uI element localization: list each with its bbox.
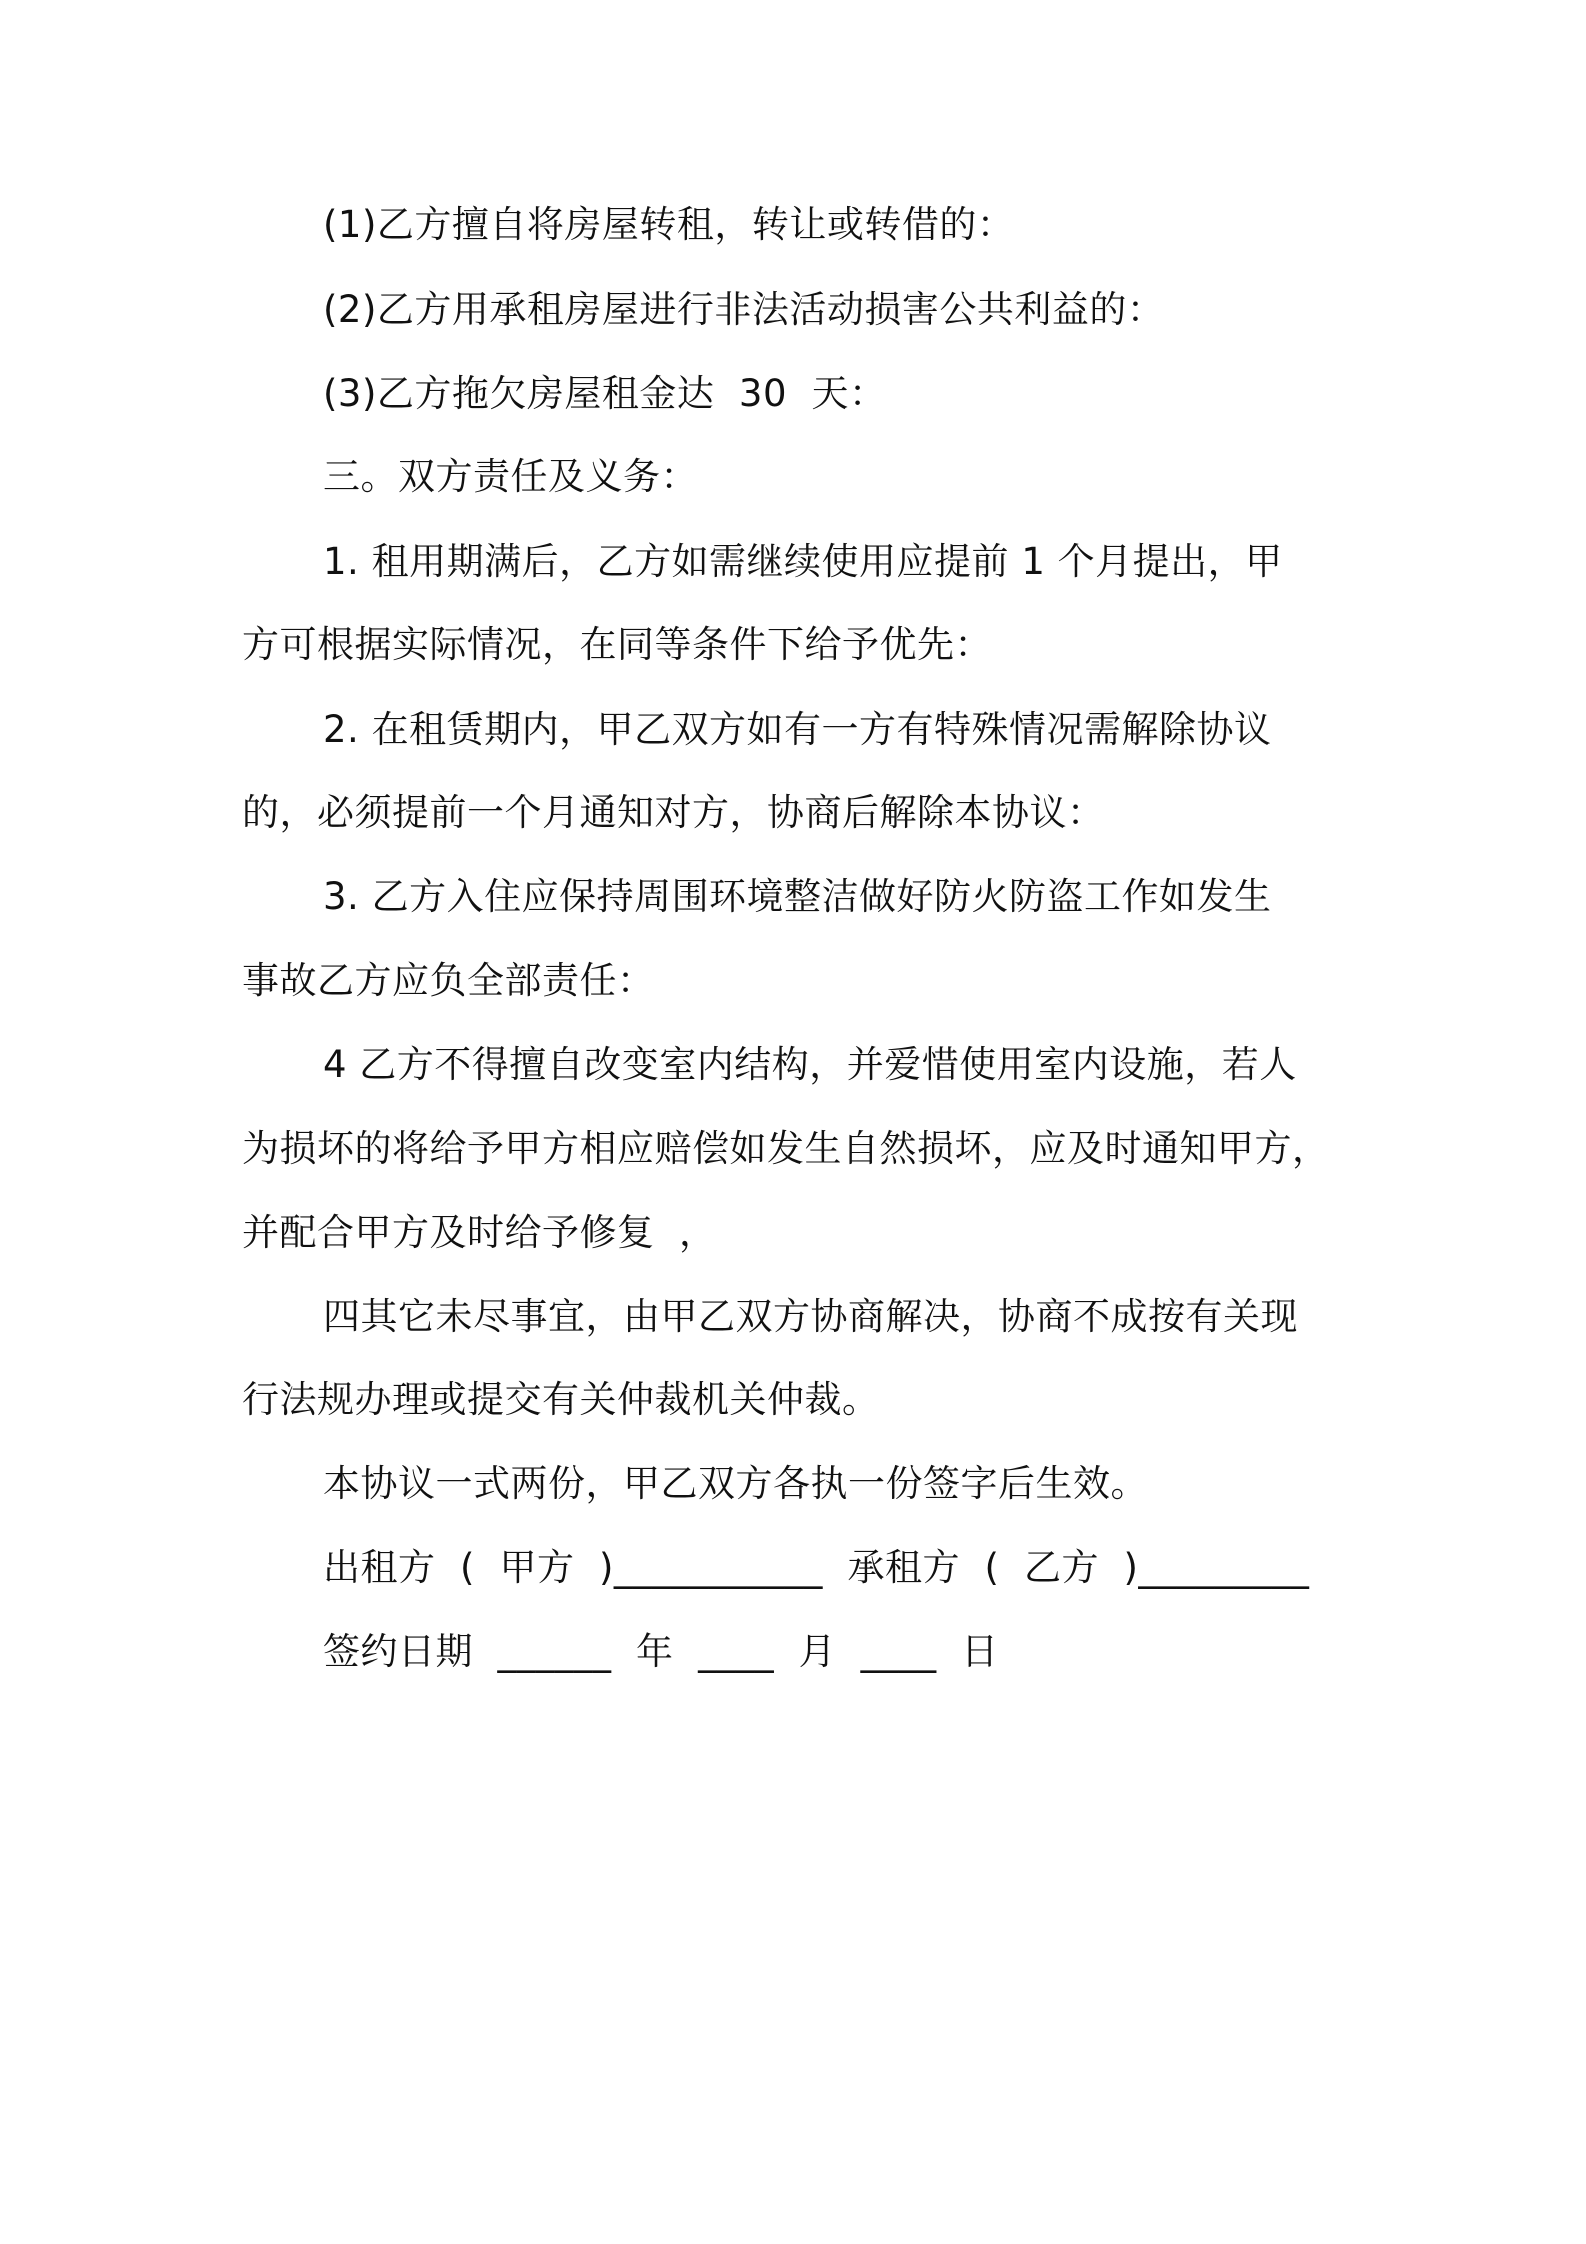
duty-2-line-2: 的，必须提前一个月通知对方，协商后解除本协议： <box>242 791 1105 834</box>
sign-date-line: 签约日期 ______ 年 ____ 月 ____ 日 <box>323 1630 999 1673</box>
duty-4-line-3: 并配合甲方及时给予修复 ， <box>242 1211 717 1254</box>
clause-1: (1)乙方擅自将房屋转租，转让或转借的： <box>323 203 1015 246</box>
clause-3: (3)乙方拖欠房屋租金达 30 天： <box>323 372 887 415</box>
duty-1-line-1: 1. 租用期满后，乙方如需继续使用应提前 1 个月提出，甲 <box>323 540 1283 583</box>
other-matters-line-2: 行法规办理或提交有关仲裁机关仲裁。 <box>242 1378 880 1421</box>
other-matters-line-1: 四其它未尽事宜，由甲乙双方协商解决，协商不成按有关现 <box>323 1295 1298 1338</box>
clause-2: (2)乙方用承租房屋进行非法活动损害公共利益的： <box>323 288 1165 331</box>
effectiveness-statement: 本协议一式两份，甲乙双方各执一份签字后生效。 <box>323 1462 1148 1505</box>
duty-4-line-2: 为损坏的将给予甲方相应赔偿如发生自然损坏，应及时通知甲方， <box>242 1127 1330 1170</box>
section-heading-3: 三。双方责任及义务： <box>323 455 698 498</box>
duty-3-line-1: 3. 乙方入住应保持周围环境整洁做好防火防盗工作如发生 <box>323 875 1272 918</box>
duty-1-line-2: 方可根据实际情况，在同等条件下给予优先： <box>242 623 992 666</box>
duty-2-line-1: 2. 在租赁期内，甲乙双方如有一方有特殊情况需解除协议 <box>323 708 1272 751</box>
duty-3-line-2: 事故乙方应负全部责任： <box>242 959 655 1002</box>
signature-line: 出租方 ( 甲方 )___________ 承租方 ( 乙方 )_________ <box>323 1546 1310 1589</box>
duty-4-line-1: 4 乙方不得擅自改变室内结构，并爱惜使用室内设施，若人 <box>323 1043 1297 1086</box>
